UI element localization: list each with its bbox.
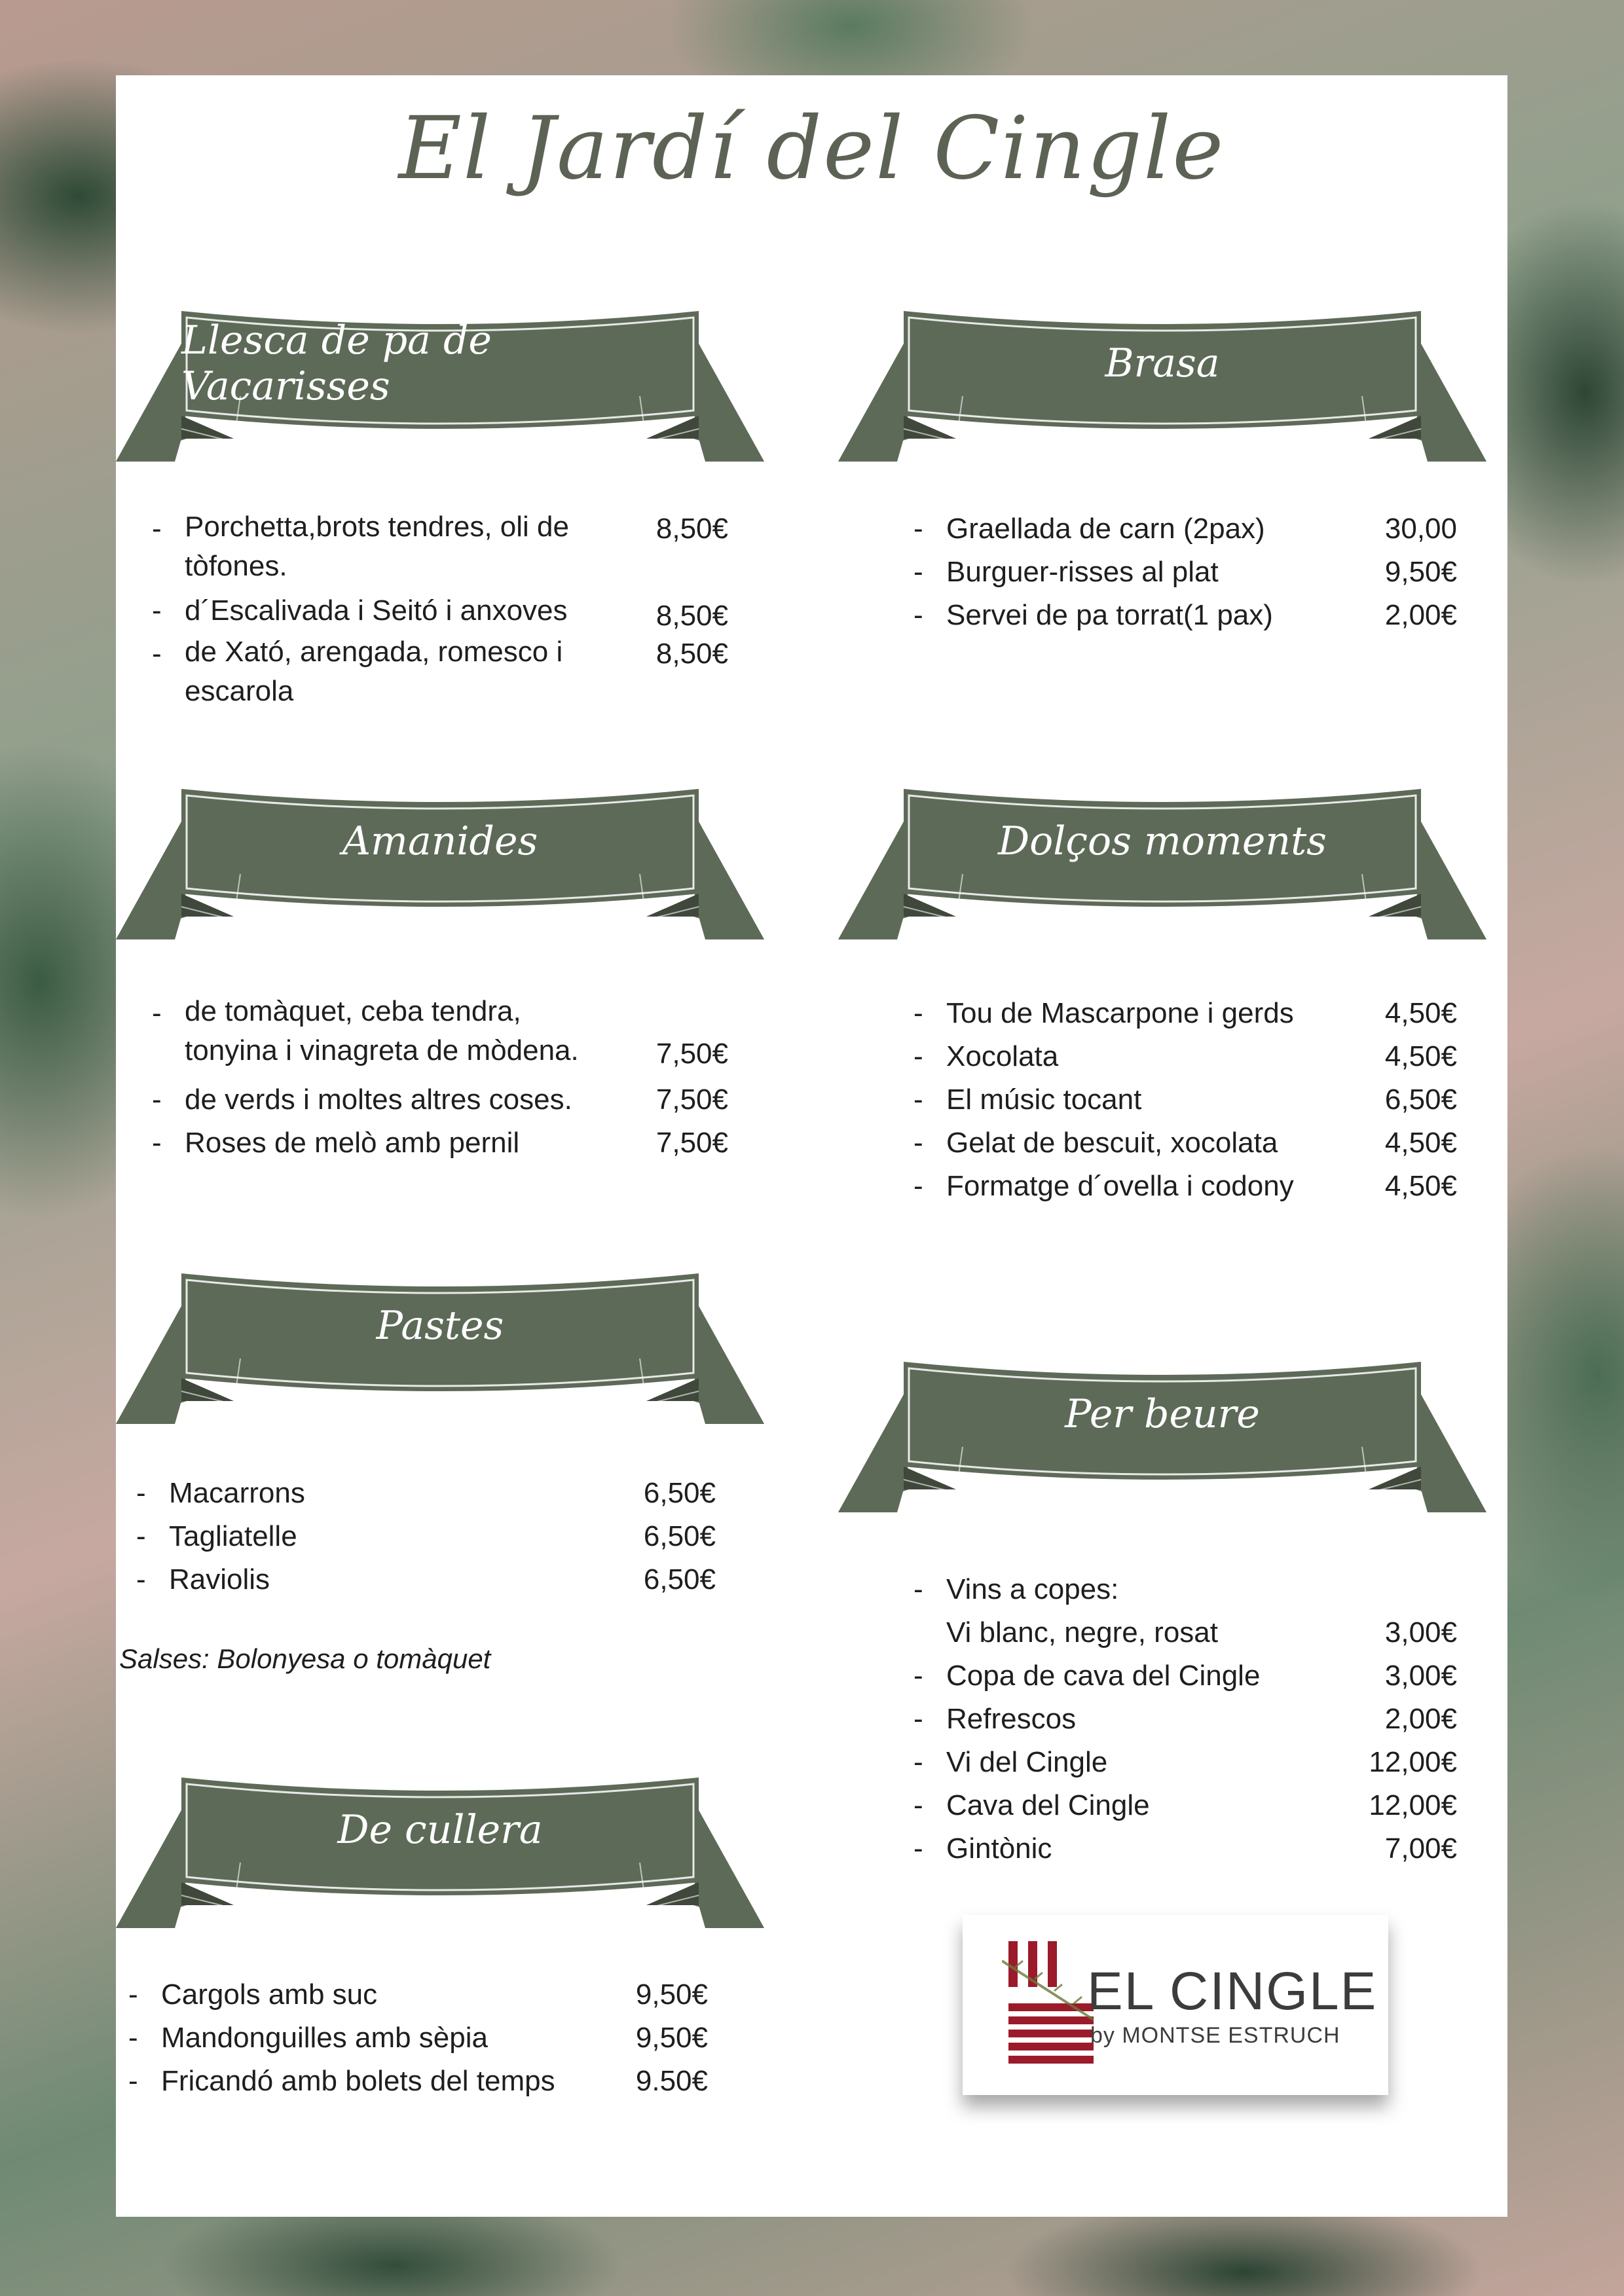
section-banner-amanides xyxy=(116,776,764,946)
section-items-llesca xyxy=(152,507,728,719)
item-name: Vins a copes: xyxy=(946,1573,1119,1605)
bullet-dash: - xyxy=(152,1127,162,1159)
section-items-beure xyxy=(913,1568,1457,1870)
item-name: Refrescos xyxy=(946,1703,1077,1735)
section-items-cullera xyxy=(128,1973,708,2103)
bullet-dash: - xyxy=(152,997,162,1029)
menu-item xyxy=(913,507,1457,551)
item-price: 6,50€ xyxy=(643,1520,716,1552)
section-heading-cullera: De cullera xyxy=(337,1807,543,1853)
menu-item xyxy=(152,1121,728,1165)
bullet-dash: - xyxy=(152,594,162,627)
section-banner-cullera xyxy=(116,1764,764,1935)
item-price: 9,50€ xyxy=(1384,556,1457,588)
item-name: Vi blanc, negre, rosat xyxy=(946,1616,1218,1649)
item-price: 6,50€ xyxy=(643,1477,716,1509)
section-banner-beure xyxy=(838,1349,1486,1519)
bullet-dash: - xyxy=(152,1084,162,1116)
section-items-amanides xyxy=(152,992,728,1165)
bullet-dash: - xyxy=(913,1703,923,1735)
bullet-dash: - xyxy=(913,1127,923,1159)
item-price: 30,00 xyxy=(1384,513,1457,545)
item-name: de Xató, arengada, romesco i escarola xyxy=(185,636,563,707)
menu-item xyxy=(136,1515,716,1558)
sauces-note: Salses: Bolonyesa o tomàquet xyxy=(119,1643,491,1674)
item-name: Copa de cava del Cingle xyxy=(946,1660,1261,1692)
menu-item xyxy=(913,1568,1457,1611)
item-price: 2,00€ xyxy=(1384,599,1457,631)
bullet-dash: - xyxy=(128,1978,138,2011)
item-price: 4,50€ xyxy=(1384,997,1457,1029)
item-name: Tou de Mascarpone i gerds xyxy=(946,997,1294,1029)
menu-item xyxy=(136,1558,716,1601)
section-banner-pastes xyxy=(116,1260,764,1430)
bullet-dash: - xyxy=(136,1477,146,1509)
menu-item xyxy=(913,1121,1457,1165)
menu-item xyxy=(128,2016,708,2060)
item-name: Tagliatelle xyxy=(169,1520,297,1552)
menu-item xyxy=(152,1078,728,1121)
section-heading-dolcos: Dolços moments xyxy=(998,818,1327,864)
item-name: Fricandó amb bolets del temps xyxy=(161,2065,555,2097)
section-banner-brasa xyxy=(838,298,1486,468)
bullet-dash: - xyxy=(913,599,923,631)
menu-item xyxy=(128,2060,708,2103)
item-price: 9,50€ xyxy=(635,2022,708,2054)
menu-item xyxy=(913,1035,1457,1078)
item-name: Mandonguilles amb sèpia xyxy=(161,2022,488,2054)
item-price: 4,50€ xyxy=(1384,1170,1457,1202)
section-heading-brasa: Brasa xyxy=(1105,340,1220,386)
menu-item xyxy=(913,1078,1457,1121)
bullet-dash: - xyxy=(152,638,162,670)
section-banner-llesca xyxy=(116,298,764,468)
menu-item xyxy=(913,1741,1457,1784)
menu-item xyxy=(913,1827,1457,1870)
bullet-dash: - xyxy=(913,1832,923,1865)
item-price: 12,00€ xyxy=(1369,1789,1457,1821)
item-name: Cargols amb suc xyxy=(161,1978,378,2011)
bullet-dash: - xyxy=(913,1660,923,1692)
item-price: 3,00€ xyxy=(1384,1660,1457,1692)
bullet-dash: - xyxy=(913,513,923,545)
section-heading-pastes: Pastes xyxy=(376,1303,504,1349)
el-cingle-logo xyxy=(963,1915,1388,2095)
item-name: Servei de pa torrat(1 pax) xyxy=(946,599,1273,631)
item-name: El músic tocant xyxy=(946,1084,1142,1116)
menu-item xyxy=(913,1784,1457,1827)
item-name: Porchetta,brots tendres, oli de tòfones. xyxy=(185,511,569,582)
item-name: de verds i moltes altres coses. xyxy=(185,1084,572,1116)
item-price: 6,50€ xyxy=(1384,1084,1457,1116)
bullet-dash: - xyxy=(128,2022,138,2054)
item-name: Xocolata xyxy=(946,1040,1059,1072)
item-name: Cava del Cingle xyxy=(946,1789,1150,1821)
menu-title: El Jardí del Cingle xyxy=(398,98,1225,199)
bullet-dash: - xyxy=(913,1084,923,1116)
item-name: d´Escalivada i Seitó i anxoves xyxy=(185,594,568,627)
item-name: Roses de melò amb pernil xyxy=(185,1127,520,1159)
item-price: 12,00€ xyxy=(1369,1746,1457,1778)
logo-name: EL CINGLE xyxy=(1087,1961,1378,2021)
item-price: 4,50€ xyxy=(1384,1040,1457,1072)
item-name: Graellada de carn (2pax) xyxy=(946,513,1265,545)
menu-item xyxy=(152,992,728,1078)
section-items-brasa xyxy=(913,507,1457,637)
section-items-dolcos xyxy=(913,992,1457,1208)
item-price: 2,00€ xyxy=(1384,1703,1457,1735)
bullet-dash: - xyxy=(913,1573,923,1605)
item-price: 8,50€ xyxy=(655,600,728,632)
item-price: 7,00€ xyxy=(1384,1832,1457,1865)
item-price: 7,50€ xyxy=(655,1127,728,1159)
menu-item xyxy=(913,1654,1457,1698)
item-price: 4,50€ xyxy=(1384,1127,1457,1159)
logo-mark-icon xyxy=(1002,1941,1100,2072)
item-name: Formatge d´ovella i codony xyxy=(946,1170,1294,1202)
bullet-dash: - xyxy=(913,1040,923,1072)
bullet-dash: - xyxy=(913,1789,923,1821)
item-price: 9,50€ xyxy=(635,1978,708,2011)
bullet-dash: - xyxy=(913,997,923,1029)
menu-item xyxy=(152,589,728,632)
item-price: 3,00€ xyxy=(1384,1616,1457,1649)
item-price: 8,50€ xyxy=(655,513,728,545)
menu-item xyxy=(152,632,728,719)
bullet-dash: - xyxy=(136,1563,146,1595)
bullet-dash: - xyxy=(913,1746,923,1778)
menu-item xyxy=(913,551,1457,594)
item-name: Burguer-risses al plat xyxy=(946,556,1219,588)
section-items-pastes xyxy=(136,1472,716,1601)
logo-subtitle: by MONTSE ESTRUCH xyxy=(1090,2023,1340,2048)
item-price: 9.50€ xyxy=(635,2065,708,2097)
section-banner-dolcos xyxy=(838,776,1486,946)
item-price: 7,50€ xyxy=(655,1084,728,1116)
menu-item xyxy=(913,594,1457,637)
item-name: Raviolis xyxy=(169,1563,270,1595)
item-name: de tomàquet, ceba tendra, tonyina i vinagreta de mòdena. xyxy=(185,995,579,1066)
item-name: Gintònic xyxy=(946,1832,1052,1865)
menu-item xyxy=(152,507,728,589)
menu-item xyxy=(913,992,1457,1035)
item-name: Macarrons xyxy=(169,1477,305,1509)
bullet-dash: - xyxy=(128,2065,138,2097)
section-heading-beure: Per beure xyxy=(1065,1391,1260,1437)
bullet-dash: - xyxy=(152,513,162,545)
bullet-dash: - xyxy=(913,1170,923,1202)
item-price: 8,50€ xyxy=(655,638,728,670)
menu-item xyxy=(136,1472,716,1515)
item-name: Gelat de bescuit, xocolata xyxy=(946,1127,1278,1159)
section-heading-llesca: Llesca de pa de Vacarisses xyxy=(181,318,492,409)
bullet-dash: - xyxy=(136,1520,146,1552)
menu-item xyxy=(913,1611,1457,1654)
item-price: 6,50€ xyxy=(643,1563,716,1595)
bullet-dash: - xyxy=(913,556,923,588)
item-price: 7,50€ xyxy=(655,1038,728,1070)
menu-item xyxy=(913,1165,1457,1208)
item-name: Vi del Cingle xyxy=(946,1746,1108,1778)
menu-item xyxy=(128,1973,708,2016)
menu-item xyxy=(913,1698,1457,1741)
section-heading-amanides: Amanides xyxy=(342,818,538,864)
